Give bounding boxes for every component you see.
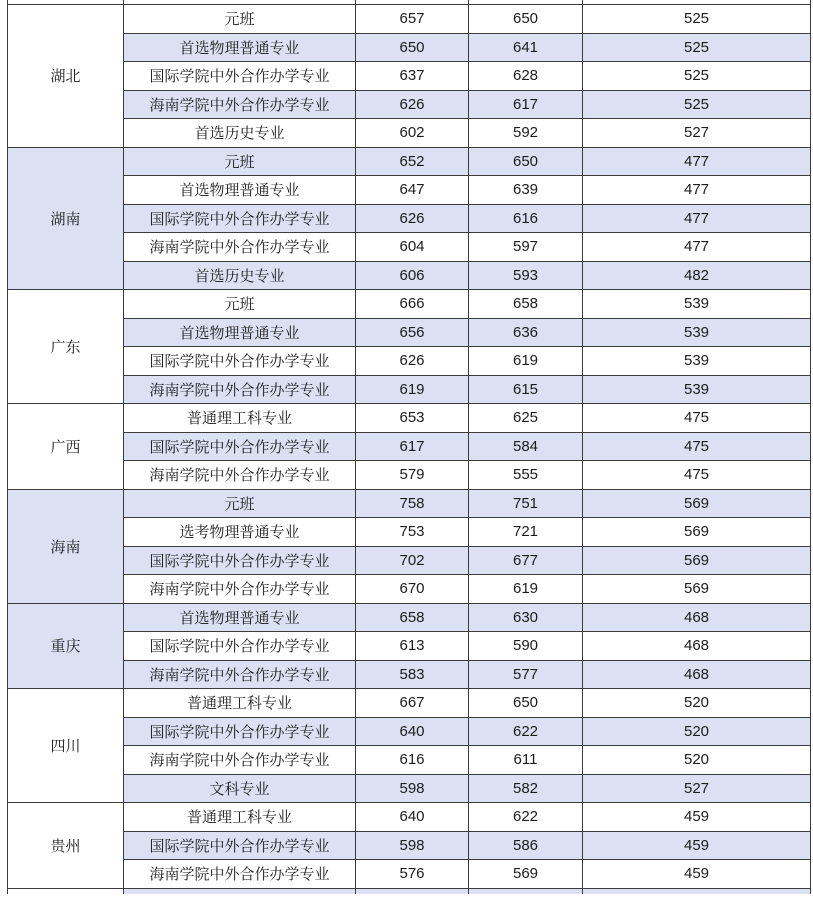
table-row: [8, 432, 811, 461]
table-row: [8, 575, 811, 604]
score-cell: 641: [469, 33, 583, 62]
table-row: [8, 603, 811, 632]
score-cell: 640: [356, 803, 469, 832]
score-cell: 525: [583, 5, 811, 34]
score-cell: 592: [469, 119, 583, 148]
score-cell: 619: [469, 347, 583, 376]
score-cell: 459: [583, 831, 811, 860]
score-cell: 569: [583, 575, 811, 604]
score-cell: 598: [356, 774, 469, 803]
score-cell: 598: [356, 831, 469, 860]
table-row: [8, 62, 811, 91]
program-cell: 海南学院中外合作办学专业: [124, 746, 356, 775]
program-cell: 国际学院中外合作办学专业: [124, 432, 356, 461]
program-cell: 国际学院中外合作办学专业: [124, 546, 356, 575]
score-cell: 539: [583, 290, 811, 319]
score-cell-partial: [583, 888, 811, 894]
score-cell: 611: [469, 746, 583, 775]
table-row: [8, 119, 811, 148]
score-cell: 658: [469, 290, 583, 319]
score-cell: 569: [583, 518, 811, 547]
score-cell: 666: [356, 290, 469, 319]
score-cell: 555: [469, 461, 583, 490]
table-row: [8, 147, 811, 176]
score-cell: 459: [583, 860, 811, 889]
score-cell: 637: [356, 62, 469, 91]
program-cell: 首选历史专业: [124, 119, 356, 148]
score-cell: 636: [469, 318, 583, 347]
program-cell: 元班: [124, 147, 356, 176]
score-cell: 677: [469, 546, 583, 575]
score-cell: 650: [469, 689, 583, 718]
table-row: [8, 318, 811, 347]
score-cell: 477: [583, 204, 811, 233]
program-cell-partial: [124, 888, 356, 894]
program-cell: 海南学院中外合作办学专业: [124, 461, 356, 490]
province-cell: 湖北: [8, 5, 124, 148]
score-cell: 525: [583, 90, 811, 119]
program-cell: 文科专业: [124, 774, 356, 803]
table-row: [8, 204, 811, 233]
table-row: [8, 233, 811, 262]
province-cell: 四川: [8, 689, 124, 803]
score-cell: 656: [356, 318, 469, 347]
score-cell-partial: [356, 888, 469, 894]
score-cell: 653: [356, 404, 469, 433]
score-cell: 622: [469, 803, 583, 832]
program-cell: 首选物理普通专业: [124, 603, 356, 632]
score-cell: 520: [583, 717, 811, 746]
score-cell: 617: [469, 90, 583, 119]
table-row: [8, 774, 811, 803]
table-row: [8, 632, 811, 661]
table-row: [8, 717, 811, 746]
score-cell: 583: [356, 660, 469, 689]
score-cell: 753: [356, 518, 469, 547]
score-cell: 475: [583, 432, 811, 461]
score-cell: 468: [583, 632, 811, 661]
score-cell: 520: [583, 689, 811, 718]
program-cell: 首选物理普通专业: [124, 33, 356, 62]
program-cell: 国际学院中外合作办学专业: [124, 204, 356, 233]
table-row: [8, 375, 811, 404]
program-cell: 普通理工科专业: [124, 803, 356, 832]
score-cell: 459: [583, 803, 811, 832]
score-cell: 639: [469, 176, 583, 205]
score-cell: 569: [469, 860, 583, 889]
province-cell: 广西: [8, 404, 124, 490]
table-row: [8, 660, 811, 689]
program-cell: 国际学院中外合作办学专业: [124, 62, 356, 91]
province-cell: 广东: [8, 290, 124, 404]
score-cell: 539: [583, 347, 811, 376]
program-cell: 国际学院中外合作办学专业: [124, 717, 356, 746]
score-cell: 622: [469, 717, 583, 746]
score-cell: 590: [469, 632, 583, 661]
program-cell: 普通理工科专业: [124, 404, 356, 433]
score-cell: 602: [356, 119, 469, 148]
score-cell: 527: [583, 119, 811, 148]
table-row: [8, 404, 811, 433]
score-cell: 616: [469, 204, 583, 233]
program-cell: 海南学院中外合作办学专业: [124, 233, 356, 262]
score-cell: 758: [356, 489, 469, 518]
program-cell: 首选历史专业: [124, 261, 356, 290]
program-cell: 选考物理普通专业: [124, 518, 356, 547]
table-row: [8, 5, 811, 34]
score-cell: 616: [356, 746, 469, 775]
score-cell: 525: [583, 62, 811, 91]
province-cell: 重庆: [8, 603, 124, 689]
table-row: [8, 860, 811, 889]
score-cell: 539: [583, 318, 811, 347]
score-cell: 751: [469, 489, 583, 518]
score-cell: 625: [469, 404, 583, 433]
table-row: [8, 33, 811, 62]
score-cell: 577: [469, 660, 583, 689]
province-cell-partial: [8, 888, 124, 894]
table-row: [8, 546, 811, 575]
score-cell: 475: [583, 461, 811, 490]
score-cell: 586: [469, 831, 583, 860]
score-cell: 657: [356, 5, 469, 34]
score-cell: 650: [469, 5, 583, 34]
program-cell: 国际学院中外合作办学专业: [124, 831, 356, 860]
score-cell: 477: [583, 233, 811, 262]
score-cell: 576: [356, 860, 469, 889]
score-cell: 628: [469, 62, 583, 91]
score-cell: 626: [356, 90, 469, 119]
table-row: [8, 489, 811, 518]
score-cell: 468: [583, 660, 811, 689]
table-row: [8, 689, 811, 718]
score-cell: 520: [583, 746, 811, 775]
score-cell: 527: [583, 774, 811, 803]
score-cell: 477: [583, 147, 811, 176]
score-cell: 650: [356, 33, 469, 62]
admission-score-table: [7, 0, 811, 894]
score-cell: 626: [356, 347, 469, 376]
program-cell: 元班: [124, 5, 356, 34]
program-cell: 国际学院中外合作办学专业: [124, 347, 356, 376]
score-cell: 569: [583, 489, 811, 518]
score-cell: 630: [469, 603, 583, 632]
score-cell: 604: [356, 233, 469, 262]
program-cell: 元班: [124, 489, 356, 518]
score-cell: 670: [356, 575, 469, 604]
province-cell: 湖南: [8, 147, 124, 290]
program-cell: 海南学院中外合作办学专业: [124, 660, 356, 689]
score-cell: 650: [469, 147, 583, 176]
score-cell: 658: [356, 603, 469, 632]
score-cell: 652: [356, 147, 469, 176]
score-cell: 525: [583, 33, 811, 62]
program-cell: 海南学院中外合作办学专业: [124, 90, 356, 119]
score-cell: 702: [356, 546, 469, 575]
program-cell: 海南学院中外合作办学专业: [124, 375, 356, 404]
table-row: [8, 461, 811, 490]
score-cell: 597: [469, 233, 583, 262]
table-row: [8, 290, 811, 319]
table-row: [8, 518, 811, 547]
score-cell: 579: [356, 461, 469, 490]
program-cell: 海南学院中外合作办学专业: [124, 860, 356, 889]
program-cell: 元班: [124, 290, 356, 319]
table-row: [8, 803, 811, 832]
score-cell: 584: [469, 432, 583, 461]
score-cell: 539: [583, 375, 811, 404]
province-cell: 海南: [8, 489, 124, 603]
program-cell: 普通理工科专业: [124, 689, 356, 718]
score-cell: 667: [356, 689, 469, 718]
score-cell: 615: [469, 375, 583, 404]
score-table-body: [8, 0, 811, 894]
province-cell: 贵州: [8, 803, 124, 889]
table-row: [8, 90, 811, 119]
score-cell-partial: [469, 888, 583, 894]
score-cell: 606: [356, 261, 469, 290]
table-row: [8, 746, 811, 775]
score-cell: 617: [356, 432, 469, 461]
table-row: [8, 831, 811, 860]
score-cell: 613: [356, 632, 469, 661]
score-cell: 569: [583, 546, 811, 575]
table-row: [8, 176, 811, 205]
score-cell: 482: [583, 261, 811, 290]
program-cell: 首选物理普通专业: [124, 176, 356, 205]
score-cell: 619: [356, 375, 469, 404]
partial-row-bottom: [8, 888, 811, 894]
score-cell: 721: [469, 518, 583, 547]
table-row: [8, 261, 811, 290]
program-cell: 国际学院中外合作办学专业: [124, 632, 356, 661]
table-row: [8, 347, 811, 376]
score-cell: 593: [469, 261, 583, 290]
score-cell: 626: [356, 204, 469, 233]
score-cell: 468: [583, 603, 811, 632]
program-cell: 首选物理普通专业: [124, 318, 356, 347]
score-cell: 475: [583, 404, 811, 433]
score-cell: 582: [469, 774, 583, 803]
score-cell: 647: [356, 176, 469, 205]
program-cell: 海南学院中外合作办学专业: [124, 575, 356, 604]
score-cell: 619: [469, 575, 583, 604]
score-cell: 640: [356, 717, 469, 746]
score-cell: 477: [583, 176, 811, 205]
